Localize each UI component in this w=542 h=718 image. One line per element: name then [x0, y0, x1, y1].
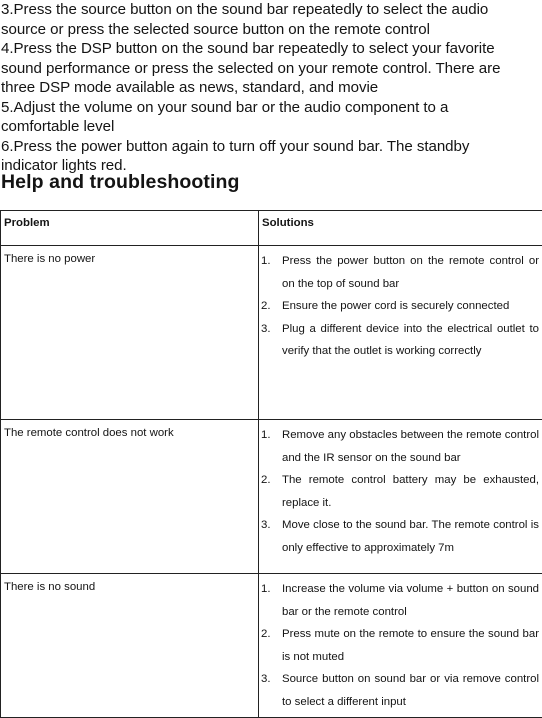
instruction-line: three DSP mode available as news, standard, and movie [1, 78, 541, 98]
instruction-line: comfortable level [1, 117, 541, 137]
solution-item [259, 250, 539, 295]
solution-text: Press the power button on the remote control or on the top of sound bar [282, 255, 539, 290]
solution-item [259, 318, 539, 363]
solution-number: 1. [261, 250, 271, 273]
table-header-row [1, 211, 542, 246]
instruction-line: indicator lights red. [1, 156, 541, 176]
table-row [1, 246, 542, 420]
solution-text: Press mute on the remote to ensure the sound bar is not muted [282, 628, 539, 663]
solution-text: The remote control battery may be exhausted, replace it. [282, 474, 539, 509]
solution-text: Move close to the sound bar. The remote control is only effective to approximately 7m [282, 519, 539, 554]
solution-number: 1. [261, 424, 271, 447]
solutions-list [259, 420, 542, 560]
solution-item [259, 578, 539, 623]
instruction-line: 3.Press the source button on the sound bar repeatedly to select the audio [1, 0, 541, 20]
solutions-list [259, 246, 542, 363]
solution-item [259, 469, 539, 514]
solutions-column-header: Solutions [259, 211, 542, 246]
solution-text: Plug a different device into the electrical outlet to verify that the outlet is working correctly [282, 323, 539, 358]
instruction-line: 6.Press the power button again to turn off your sound bar. The standby [1, 137, 541, 157]
problem-column-header: Problem [1, 211, 259, 246]
solution-item [259, 623, 539, 668]
solution-number: 3. [261, 668, 271, 691]
solutions-cell [259, 420, 542, 574]
solution-item [259, 668, 539, 713]
solution-text: Ensure the power cord is securely connected [282, 300, 509, 312]
problem-cell: The remote control does not work [1, 420, 259, 574]
problem-cell: There is no power [1, 246, 259, 420]
solution-number: 2. [261, 295, 271, 318]
solution-number: 2. [261, 469, 271, 492]
solutions-list [259, 574, 542, 714]
instructions-text [1, 0, 541, 176]
solution-number: 1. [261, 578, 271, 601]
problem-cell: There is no sound [1, 574, 259, 718]
solution-number: 2. [261, 623, 271, 646]
solution-text: Source button on sound bar or via remove control to select a different input [282, 673, 539, 708]
instruction-line: 5.Adjust the volume on your sound bar or the audio component to a [1, 98, 541, 118]
instruction-line: sound performance or press the selected on your remote control. There are [1, 59, 541, 79]
solution-text: Increase the volume via volume + button on sound bar or the remote control [282, 583, 539, 618]
section-heading: Help and troubleshooting [1, 171, 240, 194]
solutions-cell [259, 246, 542, 420]
instruction-line: 4.Press the DSP button on the sound bar repeatedly to select your favorite [1, 39, 541, 59]
solution-number: 3. [261, 318, 271, 341]
solution-number: 3. [261, 514, 271, 537]
solution-text: Remove any obstacles between the remote control and the IR sensor on the sound bar [282, 429, 539, 464]
table-row [1, 420, 542, 574]
solution-item [259, 295, 539, 318]
instruction-line: source or press the selected source button on the remote control [1, 20, 541, 40]
troubleshooting-table [0, 210, 542, 718]
solution-item [259, 514, 539, 559]
solution-item [259, 424, 539, 469]
